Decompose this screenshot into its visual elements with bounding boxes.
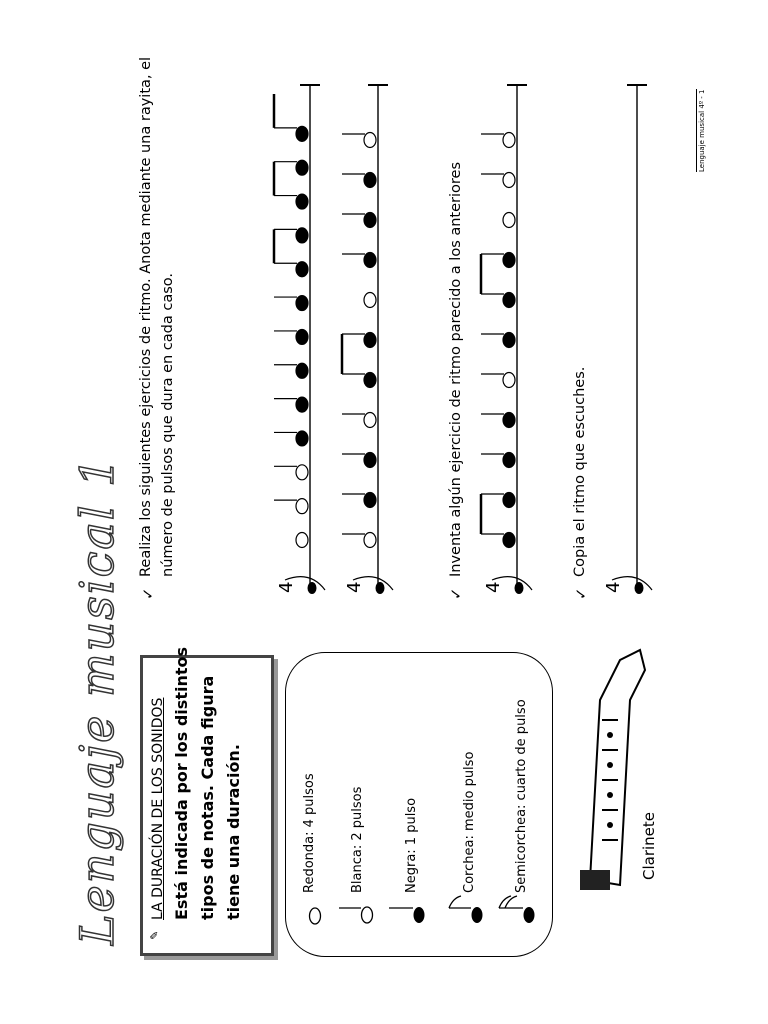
eighths-note [296,228,308,243]
exercise3-text: Copia el ritmo que escuches. [572,366,588,577]
quarter-note [296,397,308,412]
quarter-note [364,493,376,508]
whole-note [364,293,376,308]
exercise2-text: Inventa algún ejercicio de ritmo parecido a los anteriores [448,161,464,577]
time-signature: 4 [276,581,297,593]
quarter-note [364,453,376,468]
quarter-note [364,173,376,188]
time-signature: 4 [344,581,365,593]
half-note [296,499,308,514]
eighths-note [296,296,308,311]
info-heading: LA DURACIÓN DE LOS SONIDOS [150,697,166,920]
eighths-note [296,160,308,175]
legend-redonda: Redonda: 4 pulsos [302,773,317,893]
legend-semicorchea: Semicorchea: cuarto de pulso [514,699,529,893]
pencil-icon: ✎ [148,930,161,940]
page-title: Lenguaje musical 1 [70,455,124,945]
legend-figures [285,860,551,960]
rhythm-staff-3 [481,85,532,594]
check-icon: ✓ [572,587,590,600]
eighths-note [296,126,308,141]
eighths-note [364,333,376,348]
eighths-note [503,533,515,548]
time-signature-note [635,582,644,594]
eighths-note [296,262,308,277]
footer-reference: Lenguaje musical 4º - 1 [698,89,706,172]
eighth-note-icon [449,896,483,923]
quarter-note [296,431,308,446]
half-note [364,133,376,148]
half-note [296,465,308,480]
rhythm-staff-2 [342,85,393,594]
time-signature-note [308,582,317,594]
quarter-note [296,329,308,344]
whole-note [296,533,308,548]
rhythm-staff-4 [603,85,652,594]
eighths-note [364,373,376,388]
legend-blanca: Blanca: 2 pulsos [350,786,365,893]
exercise1-line2: número de pulsos que dura en cada caso. [160,273,176,577]
half-note [364,413,376,428]
info-line-3: tiene una duración. [224,744,243,920]
quarter-note [503,413,515,428]
whole-note-icon [310,908,321,924]
eighths-note [503,493,515,508]
time-signature-note [376,582,385,594]
half-note [503,133,515,148]
quarter-note [364,253,376,268]
eighths-note [296,194,308,209]
rhythm-staves [195,60,624,610]
quarter-note [503,453,515,468]
time-signature: 4 [603,581,624,593]
info-line-2: tipos de notas. Cada figura [198,675,217,920]
quarter-note [364,213,376,228]
time-signature-note [515,582,524,594]
sixteenth-note-icon [499,896,535,923]
half-note-icon [339,907,373,923]
half-note [364,533,376,548]
half-note [503,373,515,388]
eighths-note [503,333,515,348]
exercise1-line1: Realiza los siguientes ejercicios de ritmo. Anota mediante una rayita, el [138,56,154,577]
check-icon: ✓ [447,587,465,600]
info-line-1: Está indicada por los distintos [172,646,191,920]
time-signature: 4 [483,581,504,593]
quarter-note [503,253,515,268]
rhythm-staff-1 [274,85,325,594]
legend-negra: Negra: 1 pulso [404,797,419,893]
quarter-note [296,363,308,378]
clarinet-label: Clarinete [640,811,658,880]
quarter-note-icon [389,907,425,923]
half-note [503,173,515,188]
legend-corchea: Corchea: medio pulso [462,751,477,893]
whole-note [503,213,515,228]
eighths-note [503,293,515,308]
check-icon: ✓ [139,587,157,600]
